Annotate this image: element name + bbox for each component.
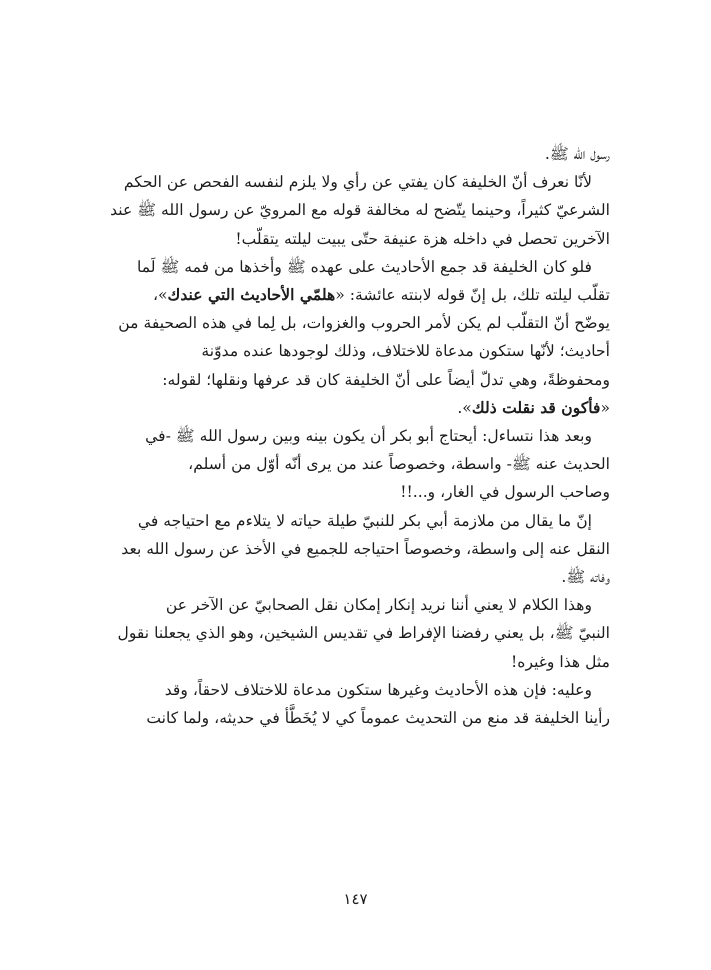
page-body [100,140,610,732]
text-line: ومحفوظةً، وهي تدلّ أيضاً على أنّ الخليفة كان قد عرفها ونقلها؛ لقوله: [162,370,610,389]
paragraph-1 [100,168,610,253]
paragraph-6 [100,676,610,732]
text-line: وعليه: فإن هذه الأحاديث وغيرها ستكون مدعاة للاختلاف لاحقاً، وقد [164,680,592,699]
text-line: رأينا الخليفة قد منع من التحديث عموماً كي لا يُخَطَّأ في حديثه، ولما كانت [146,709,610,728]
text-line: وبعد هذا نتساءل: أيحتاج أبو بكر أن يكون بينه وبين رسول الله ﷺ -في [145,427,592,446]
text-line-with-quote [100,281,610,309]
text-line: أحاديث؛ لأنّها ستكون مدعاة للاختلاف، وذلك لوجودها عنده مدوّنة [201,342,610,361]
page-number: ١٤٧ [343,890,368,908]
text-line: مثل هذا وغيره! [511,652,610,671]
text-line: النقل عنه إلى واسطة، وخصوصاً احتياجه للجميع في الأخذ عن رسول الله بعد [121,539,610,558]
paragraph-4 [100,507,610,592]
text-line: وهذا الكلام لا يعني أننا نريد إنكار إمكان نقل الصحابيّ عن الآخر عن [165,596,592,615]
text-line: إنّ ما يقال من ملازمة أبي بكر للنبيّ طيلة حياته لا يتلاءم مع احتياجه في [137,511,592,530]
text-line-with-quote [100,394,610,422]
text-line: النبيّ ﷺ، بل يعني رفضنا الإفراط في تقديس الشيخين، وهو الذي يجعلنا نقول [117,624,610,643]
paragraph-5 [100,591,610,676]
text-line: الآخرين تحصل في داخله هزة عنيفة حتّى يبيت ليلته يتقلّب! [235,229,610,248]
text-line: الشرعيّ كثيراً، وحينما يتّضح له مخالفة قوله مع المرويّ عن رسول الله ﷺ عند [110,201,610,220]
text-line: وفاته ﷺ. [561,568,610,587]
text-line: رسول الله ﷺ. [544,145,610,163]
paragraph-3 [100,422,610,507]
text-segment: « [600,398,610,417]
text-segment: »، [152,286,168,305]
text-line: وصاحب الرسول في الغار، و...!! [400,483,610,502]
paragraph-2 [100,253,610,422]
text-segment: تقلّب ليلته تلك، بل إنّ قوله لابنته عائشة: « [335,286,610,305]
text-line: يوضّح أنّ التقلّب لم يكن لأمر الحروب والغزوات، بل لِما في هذه الصحيفة من [118,314,610,333]
paragraph-continuation [100,140,610,168]
text-segment: ». [457,398,472,417]
text-line: لأنّا نعرف أنّ الخليفة كان يفتي عن رأي ولا يلزم لنفسه الفحص عن الحكم [123,173,592,192]
quoted-hadith: هلمّي الأحاديث التي عندك [167,285,336,305]
text-line: فلو كان الخليفة قد جمع الأحاديث على عهده ﷺ وأخذها من فمه ﷺ لَما [136,257,592,276]
quoted-hadith: فأكون قد نقلت ذلك [471,397,601,417]
text-line: الحديث عنه ﷺ- واسطة، وخصوصاً عند من يرى أنّه أوّل من أسلم، [188,455,610,474]
